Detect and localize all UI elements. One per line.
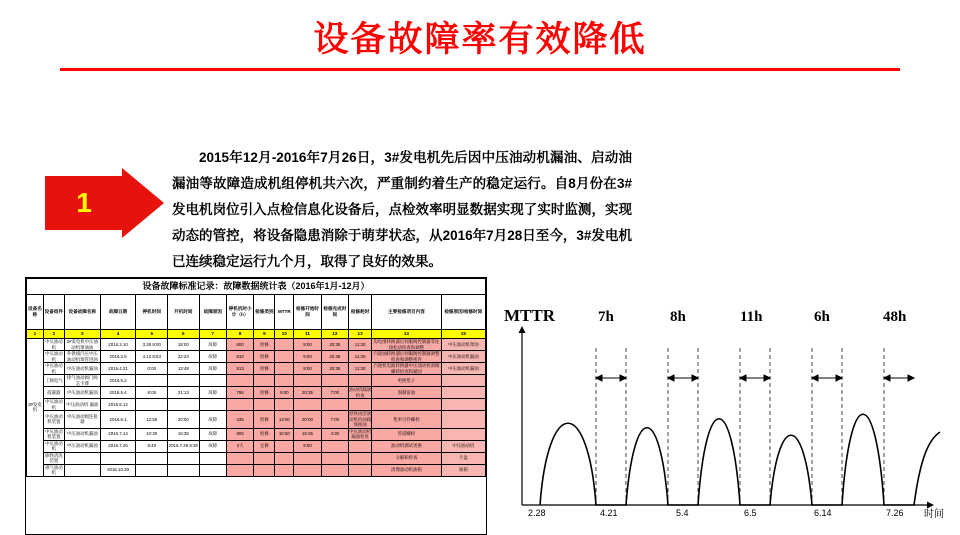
table-cell bbox=[64, 464, 100, 476]
table-cell: 7:00 bbox=[321, 411, 348, 429]
table-row bbox=[27, 464, 486, 476]
table-cell bbox=[226, 452, 253, 464]
table-cell: 分解和检查 bbox=[372, 452, 441, 464]
table-cell: 13:00 bbox=[275, 411, 294, 429]
table-cell bbox=[349, 452, 372, 464]
x-tick-2: 5.4 bbox=[676, 508, 689, 518]
table-cell: 4:30 bbox=[321, 428, 348, 440]
arrow-number: 1 bbox=[76, 187, 92, 218]
gap-label-0: 7h bbox=[598, 309, 614, 325]
arrow-head-icon bbox=[122, 168, 164, 238]
table-cell: 12:55 bbox=[136, 411, 168, 429]
table-cell: 8:05 bbox=[136, 387, 168, 399]
table-cell: 2016.7.28 8:30 bbox=[168, 440, 200, 452]
table-col-number: 5 bbox=[136, 330, 168, 339]
table-cell: 11:30 bbox=[349, 339, 372, 351]
body-paragraph-text: 2015年12月-2016年7月26日，3#发电机先后因中压油动机漏油、启动油漏油等故障造成机组停机共六次，严重制约着生产的稳定运行。自8月份在3#发电机岗位引入点检信息化设备后，点检效率明显数据实现了实时监测，实现动态的管控，将设备隐患消除于萌芽状态，从2016年7月28日至今，3#发电机已连续稳定运行九个月，取得了良好的效果。 bbox=[172, 150, 632, 269]
table-cell: 4.13 8:53 bbox=[136, 351, 168, 363]
table-row bbox=[27, 375, 486, 387]
table-cell: 中压油动机漏油 bbox=[441, 351, 485, 363]
table-caption-row bbox=[27, 279, 486, 295]
fault-table-container bbox=[25, 277, 487, 535]
chart-canvas bbox=[500, 300, 950, 533]
table-cell: 600 bbox=[226, 339, 253, 351]
table-cell: 除铁清洗装置 bbox=[45, 452, 63, 463]
table-cell: 疏凝器 bbox=[43, 387, 64, 399]
table-cell: 9:00 bbox=[294, 363, 321, 375]
table-cell bbox=[199, 464, 226, 476]
table-header-cell: 故障原因 bbox=[199, 295, 226, 330]
gap-label-3: 6h bbox=[814, 309, 830, 325]
table-cell: 20:35 bbox=[321, 363, 348, 375]
table-cell: 22:23 bbox=[168, 351, 200, 363]
table-col-number: 9 bbox=[254, 330, 275, 339]
table-row bbox=[27, 387, 486, 399]
x-tick-5: 7.26 bbox=[886, 508, 904, 518]
table-cell: 11:30 bbox=[349, 351, 372, 363]
table-col-number: 14 bbox=[372, 330, 441, 339]
table-cell: 中压油动机 漏油 bbox=[64, 399, 100, 411]
table-cell bbox=[321, 464, 348, 476]
table-cell: 故障 bbox=[199, 440, 226, 452]
table-col-number: 13 bbox=[349, 330, 372, 339]
table-cell: 检修 bbox=[254, 387, 275, 399]
table-cell: 10:30 bbox=[136, 428, 168, 440]
table-row bbox=[27, 351, 486, 363]
fault-table bbox=[26, 278, 486, 477]
body-paragraph bbox=[172, 145, 632, 275]
table-cell: 中压油动机漏油 bbox=[64, 387, 100, 399]
table-row bbox=[27, 363, 486, 375]
table-cell: 中压油动机 bbox=[45, 440, 63, 451]
table-cell: 20:00 bbox=[294, 411, 321, 429]
table-cell bbox=[349, 440, 372, 452]
table-cell: 中压油动机装置 bbox=[43, 411, 64, 429]
table-cell: 10:50 bbox=[275, 428, 294, 440]
table-header-cell: 检修完成时间 bbox=[321, 295, 348, 330]
table-cell: 2016.4.21 bbox=[100, 363, 136, 375]
table-cell: 3#发电机中压油动机窜油油 bbox=[64, 339, 100, 351]
table-cell: 20:00 bbox=[168, 411, 200, 429]
table-header-cell: 停机时间 bbox=[136, 295, 168, 330]
table-cell: 605 bbox=[226, 428, 253, 440]
table-cell bbox=[168, 399, 200, 411]
table-cell bbox=[226, 464, 253, 476]
table-cell bbox=[321, 375, 348, 387]
table-group-label: 3#发电机 bbox=[27, 339, 44, 477]
table-cell: 2016.5.12 bbox=[100, 399, 136, 411]
table-cell: 油箱 bbox=[441, 464, 485, 476]
table-cell: 中压油动机 bbox=[45, 363, 63, 374]
table-cell: 中压油动机 bbox=[441, 440, 485, 452]
table-cell bbox=[254, 452, 275, 464]
table-cell: 13:48 bbox=[168, 363, 200, 375]
table-cell: 11:30 bbox=[349, 363, 372, 375]
table-cell: 21:13 bbox=[168, 387, 200, 399]
x-tick-1: 4.21 bbox=[600, 508, 618, 518]
table-cell: 2016.6.1 bbox=[100, 411, 136, 429]
table-cell: 15:25 bbox=[294, 428, 321, 440]
table-cell bbox=[275, 339, 294, 351]
table-cell: 中压油动机 bbox=[45, 351, 63, 362]
table-cell: 油动机调试更换 bbox=[372, 440, 441, 452]
table-header-cell: 开机时间 bbox=[168, 295, 200, 330]
table-cell: 故障 bbox=[199, 339, 226, 351]
table-row bbox=[27, 452, 486, 464]
table-cell bbox=[275, 351, 294, 363]
table-cell: 2016.10.30 bbox=[100, 464, 136, 476]
table-header-cell: 检修耗时 bbox=[349, 295, 372, 330]
table-cell: 汽轮油转换器后伺服阀控制器调整检查和调整密封 bbox=[373, 351, 440, 362]
table-cell: 2016.5.2 bbox=[100, 375, 136, 387]
table-number-row bbox=[27, 330, 486, 339]
table-cell bbox=[254, 464, 275, 476]
table-cell bbox=[294, 375, 321, 387]
table-cell: 20:35 bbox=[294, 387, 321, 399]
table-cell: 中压油动机漏油 bbox=[64, 428, 100, 440]
table-cell: 排气油动阀门阀芯卡滞 bbox=[64, 375, 100, 387]
table-cell: 15:35 bbox=[168, 428, 200, 440]
table-cell: 中压油动阀连接器 bbox=[64, 411, 100, 429]
table-cell bbox=[100, 452, 136, 464]
table-cell bbox=[441, 399, 485, 411]
table-cell bbox=[441, 428, 485, 440]
table-cell: 9:00 bbox=[294, 339, 321, 351]
table-cell: 中压油动机漏油 bbox=[64, 440, 100, 452]
table-cell: 中压油动机漏油检查 bbox=[349, 428, 372, 439]
table-cell: 原铁由活油动机机油箱体换油 bbox=[349, 411, 372, 427]
mttr-chart bbox=[500, 300, 950, 533]
table-cell bbox=[275, 464, 294, 476]
table-cell: 检修 bbox=[254, 351, 275, 363]
x-axis-label: 时间 bbox=[924, 509, 944, 520]
table-cell bbox=[136, 452, 168, 464]
table-cell: 故障 bbox=[199, 363, 226, 375]
table-cell: 中压油动机 bbox=[45, 339, 63, 350]
table-cell bbox=[168, 375, 200, 387]
table-cell bbox=[168, 464, 200, 476]
chart-title: MTTR bbox=[504, 306, 555, 325]
table-header-cell: 主要检修项目内容 bbox=[372, 295, 441, 330]
table-cell bbox=[275, 452, 294, 464]
table-cell: 20:35 bbox=[321, 351, 348, 363]
table-cell bbox=[275, 440, 294, 452]
table-cell bbox=[275, 399, 294, 411]
table-cell bbox=[441, 387, 485, 399]
table-cell: 9:00 bbox=[294, 440, 321, 452]
table-cell: 2016.5.4 bbox=[100, 387, 136, 399]
table-col-number: 6 bbox=[168, 330, 200, 339]
table-cell bbox=[349, 375, 372, 387]
table-cell: 检修 bbox=[254, 363, 275, 375]
table-cell: 786 bbox=[226, 387, 253, 399]
table-cell: 2天 bbox=[226, 440, 253, 452]
step-arrow bbox=[45, 176, 165, 230]
table-cell: 故障 bbox=[199, 428, 226, 440]
table-cell bbox=[349, 464, 372, 476]
table-cell: 汽轮机电液转换器中压油动机滑阀螺栓检查和紧固 bbox=[373, 363, 440, 374]
table-cell: 20:35 bbox=[321, 339, 348, 351]
gap-label-2: 11h bbox=[740, 309, 763, 325]
table-col-number: 10 bbox=[275, 330, 294, 339]
table-cell: 油动机漏油检查 bbox=[349, 387, 372, 398]
title-divider bbox=[60, 68, 900, 71]
table-cell: 3.28 8:00 bbox=[136, 339, 168, 351]
table-row bbox=[27, 411, 486, 429]
table-cell: 工频电气 bbox=[43, 375, 64, 387]
table-caption: 设备故障标准记录：故障数据统计表（2016年1月-12月） bbox=[27, 279, 486, 295]
table-cell bbox=[321, 399, 348, 411]
x-tick-3: 6.5 bbox=[744, 508, 757, 518]
table-cell: 2016.7.14 bbox=[100, 428, 136, 440]
table-cell bbox=[136, 464, 168, 476]
table-header-cell: MTTR bbox=[275, 295, 294, 330]
table-cell: 垫米引件螺栓 bbox=[372, 411, 441, 429]
table-cell bbox=[441, 411, 485, 429]
page-title: 设备故障率有效降低 bbox=[313, 20, 647, 59]
table-cell bbox=[321, 440, 348, 452]
table-cell bbox=[226, 375, 253, 387]
table-col-number: 4 bbox=[100, 330, 136, 339]
x-tick-4: 6.14 bbox=[814, 508, 832, 518]
table-cell: 更换垫子 bbox=[372, 375, 441, 387]
table-cell: 检修 bbox=[254, 411, 275, 429]
table-col-number: 2 bbox=[43, 330, 64, 339]
gap-label-1: 8h bbox=[670, 309, 686, 325]
table-cell: 810 bbox=[226, 351, 253, 363]
table-cell bbox=[136, 375, 168, 387]
table-cell: 9:00 bbox=[275, 387, 294, 399]
table-cell: 外供线汽压中压油动机窜管进油 bbox=[64, 351, 100, 363]
table-row bbox=[27, 339, 486, 351]
table-col-number: 8 bbox=[226, 330, 253, 339]
table-cell: 0:00 bbox=[136, 363, 168, 375]
table-cell: 2016.7.26 bbox=[100, 440, 136, 452]
table-cell: 故障 bbox=[199, 387, 226, 399]
table-row bbox=[27, 440, 486, 452]
table-header-cell: 停机机时小计（h） bbox=[226, 295, 253, 330]
table-cell: 故障 bbox=[199, 351, 226, 363]
table-cell bbox=[294, 464, 321, 476]
table-cell bbox=[321, 452, 348, 464]
table-cell bbox=[441, 375, 485, 387]
table-header-cell: 故障日期 bbox=[100, 295, 136, 330]
table-cell: 8:40 bbox=[136, 440, 168, 452]
table-header-cell: 检修原因/检修时间 bbox=[441, 295, 485, 330]
table-cell bbox=[226, 399, 253, 411]
table-row bbox=[27, 428, 486, 440]
table-col-number: 7 bbox=[199, 330, 226, 339]
table-cell: 中压油动机漏油 bbox=[64, 363, 100, 375]
table-cell: 中压油动机窜油 bbox=[441, 339, 485, 351]
table-cell: 检修 bbox=[254, 428, 275, 440]
table-header-cell: 设备故障名称 bbox=[64, 295, 100, 330]
table-cell: 故障 bbox=[199, 411, 226, 429]
table-col-number: 11 bbox=[294, 330, 321, 339]
table-cell: 7:00 bbox=[321, 387, 348, 399]
table-cell: 9:00 bbox=[294, 351, 321, 363]
table-cell: 2016.3.9 bbox=[100, 351, 136, 363]
table-header-cell: 设备组件 bbox=[43, 295, 64, 330]
table-cell: 沟电滑转换器后伺服阀控制器等连接松动检查和调整 bbox=[373, 339, 440, 350]
table-cell bbox=[254, 399, 275, 411]
table-cell: 卡盘 bbox=[441, 452, 485, 464]
gap-label-4: 48h bbox=[883, 309, 907, 325]
table-header-row bbox=[27, 295, 486, 330]
table-col-number: 1 bbox=[27, 330, 44, 339]
table-cell bbox=[199, 399, 226, 411]
table-cell: 513 bbox=[226, 363, 253, 375]
table-header-cell: 检修类别 bbox=[254, 295, 275, 330]
table-col-number: 12 bbox=[321, 330, 348, 339]
table-cell: 中压油动机装置 bbox=[45, 428, 63, 439]
table-cell bbox=[372, 399, 441, 411]
table-cell: 排气油动机 bbox=[45, 464, 63, 475]
table-cell: 18:00 bbox=[168, 339, 200, 351]
x-tick-0: 2.28 bbox=[528, 508, 546, 518]
table-cell bbox=[349, 399, 372, 411]
table-cell bbox=[199, 452, 226, 464]
table-cell: 检修 bbox=[254, 339, 275, 351]
table-cell: 清理油动机油箱 bbox=[372, 464, 441, 476]
table-cell: 润制富油 bbox=[372, 387, 441, 399]
table-cell: 435 bbox=[226, 411, 253, 429]
table-cell: 管道螺栓 bbox=[372, 428, 441, 440]
table-cell: 中压油动机 bbox=[45, 399, 63, 410]
table-cell bbox=[64, 452, 100, 464]
table-cell bbox=[199, 375, 226, 387]
table-cell: 2016.2.10 bbox=[100, 339, 136, 351]
table-header-cell: 检修开始时间 bbox=[294, 295, 321, 330]
table-cell bbox=[275, 375, 294, 387]
table-col-number: 15 bbox=[441, 330, 485, 339]
table-col-number: 3 bbox=[64, 330, 100, 339]
table-cell bbox=[294, 399, 321, 411]
table-cell: 中压油动机漏油 bbox=[441, 363, 485, 375]
table-cell bbox=[254, 375, 275, 387]
table-cell bbox=[275, 363, 294, 375]
table-cell bbox=[136, 399, 168, 411]
table-cell: 定修 bbox=[254, 440, 275, 452]
table-row bbox=[27, 399, 486, 411]
table-header-cell: 设备名称 bbox=[27, 295, 44, 330]
table-cell bbox=[294, 452, 321, 464]
table-cell bbox=[168, 452, 200, 464]
